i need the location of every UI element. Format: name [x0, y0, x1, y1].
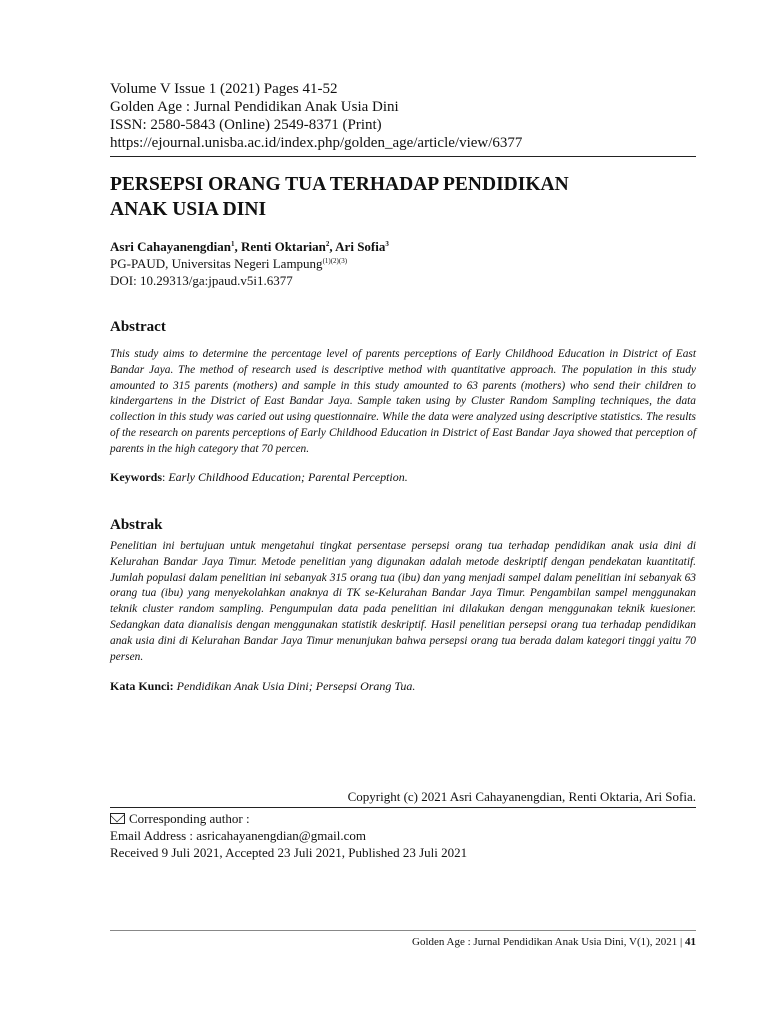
- footer-separator: |: [677, 936, 685, 948]
- author-block: [110, 238, 696, 289]
- author-mark: 3: [385, 240, 389, 248]
- author-names: [110, 238, 696, 255]
- doi: DOI: 10.29313/ga:jpaud.v5i1.6377: [110, 273, 293, 288]
- author-name: Asri Cahayanengdian: [110, 239, 231, 254]
- kata-kunci-label: Kata Kunci:: [110, 679, 174, 693]
- affiliation-marks: (1)(2)(3): [322, 257, 348, 265]
- affiliation-text: PG-PAUD, Universitas Negeri Lampung: [110, 256, 323, 271]
- affiliation: [110, 255, 696, 272]
- keywords-text: Early Childhood Education; Parental Perception.: [168, 470, 408, 484]
- author-name: Renti Oktarian: [241, 239, 326, 254]
- email-address[interactable]: Email Address : asricahayanengdian@gmail.com: [110, 828, 367, 843]
- corresponding-info: [110, 810, 696, 861]
- abstract-heading: Abstract: [110, 319, 166, 335]
- author-separator: ,: [329, 239, 336, 254]
- page-number: 41: [685, 936, 696, 948]
- header-rule: [110, 156, 696, 157]
- paper-page: [110, 0, 696, 1024]
- paper-title: [110, 172, 696, 222]
- page-footer: [412, 936, 696, 948]
- keywords-separator: :: [162, 470, 169, 484]
- kata-kunci-text: Pendidikan Anak Usia Dini; Persepsi Orang Tua.: [176, 679, 416, 693]
- title-line-2: ANAK USIA DINI: [110, 199, 267, 220]
- footer-journal: Golden Age : Jurnal Pendidikan Anak Usia Dini, V(1), 2021: [412, 936, 678, 948]
- corresponding-author-line: [110, 810, 696, 827]
- keywords: [110, 469, 696, 485]
- footnote-rule: [110, 807, 696, 808]
- publication-dates: Received 9 Juli 2021, Accepted 23 Juli 2021, Published 23 Juli 2021: [110, 845, 468, 860]
- journal-info: [110, 80, 696, 152]
- envelope-icon: [110, 813, 125, 824]
- kata-kunci: [110, 678, 696, 694]
- abstract-body: This study aims to determine the percentage level of parents perceptions of Early Childhood Education in District of East Bandar Jaya. The method of research used is descriptive method with quantitative approach. The population in this study amounted to 315 parents (mothers) and sample in this study amounted to 63 parents (mothers) who send their children to kindergartens in the District of East Bandar Jaya. Sample taken using by Cluster Random Sampling techniques, the data collection in this study was caried out using questionnaire. While the data were analyzed using descriptive statistics. The results of the research on parents perceptions of Early Childhood Education in District of East Bandar Jaya showed that perception of parents in the high category that 70 percen.: [110, 348, 696, 455]
- author-separator: ,: [234, 239, 241, 254]
- copyright-notice: Copyright (c) 2021 Asri Cahayanengdian, Renti Oktaria, Ari Sofia.: [347, 789, 696, 804]
- author-mark: 2: [325, 240, 330, 248]
- abstrak-body: Penelitian ini bertujuan untuk mengetahui tingkat persentase persepsi orang tua terhadap pendidikan anak usia dini di Kelurahan Bandar Jaya Timur. Metode penelitian yang digunakan adalah metode deskriptif dengan pendekatan kuantitatif. Jumlah populasi dalam penelitian ini sebanyak 315 orang tua (ibu) dan yang menjadi sampel dalam penelitian ini sebanyak 63 orang tua (ibu) yang menyekolahkan anaknya di TK se-Kelurahan Bandar Jaya Timur. Pengambilan sampel menggunakan teknik cluster random sampling. Pengumpulan data pada penelitian ini dilakukan dengan menggunakan teknik kuesioner. Sedangkan data dianalisis dengan menggunakan statistik deskriptif. Hasil penelitian persepsi orang tua terhadap pendidikan anak usia dini di Kelurahan Bandar Jaya Timur menunjukan bahwa persepsi orang tua berada dalam kategori tinggi yaitu 70 persen.: [110, 540, 696, 663]
- issn-line: ISSN: 2580-5843 (Online) 2549-8371 (Print): [110, 117, 382, 133]
- volume-line: Volume V Issue 1 (2021) Pages 41-52: [110, 81, 338, 97]
- abstrak-heading: Abstrak: [110, 517, 163, 533]
- author-mark: 1: [231, 240, 235, 248]
- journal-name-line: Golden Age : Jurnal Pendidikan Anak Usia Dini: [110, 99, 399, 115]
- title-line-1: PERSEPSI ORANG TUA TERHADAP PENDIDIKAN: [110, 174, 569, 195]
- corresponding-label: Corresponding author :: [129, 811, 250, 826]
- keywords-label: Keywords: [110, 470, 162, 484]
- footer-rule: [110, 930, 696, 931]
- article-url-link[interactable]: https://ejournal.unisba.ac.id/index.php/golden_age/article/view/6377: [110, 135, 523, 151]
- author-name: Ari Sofia: [335, 239, 386, 254]
